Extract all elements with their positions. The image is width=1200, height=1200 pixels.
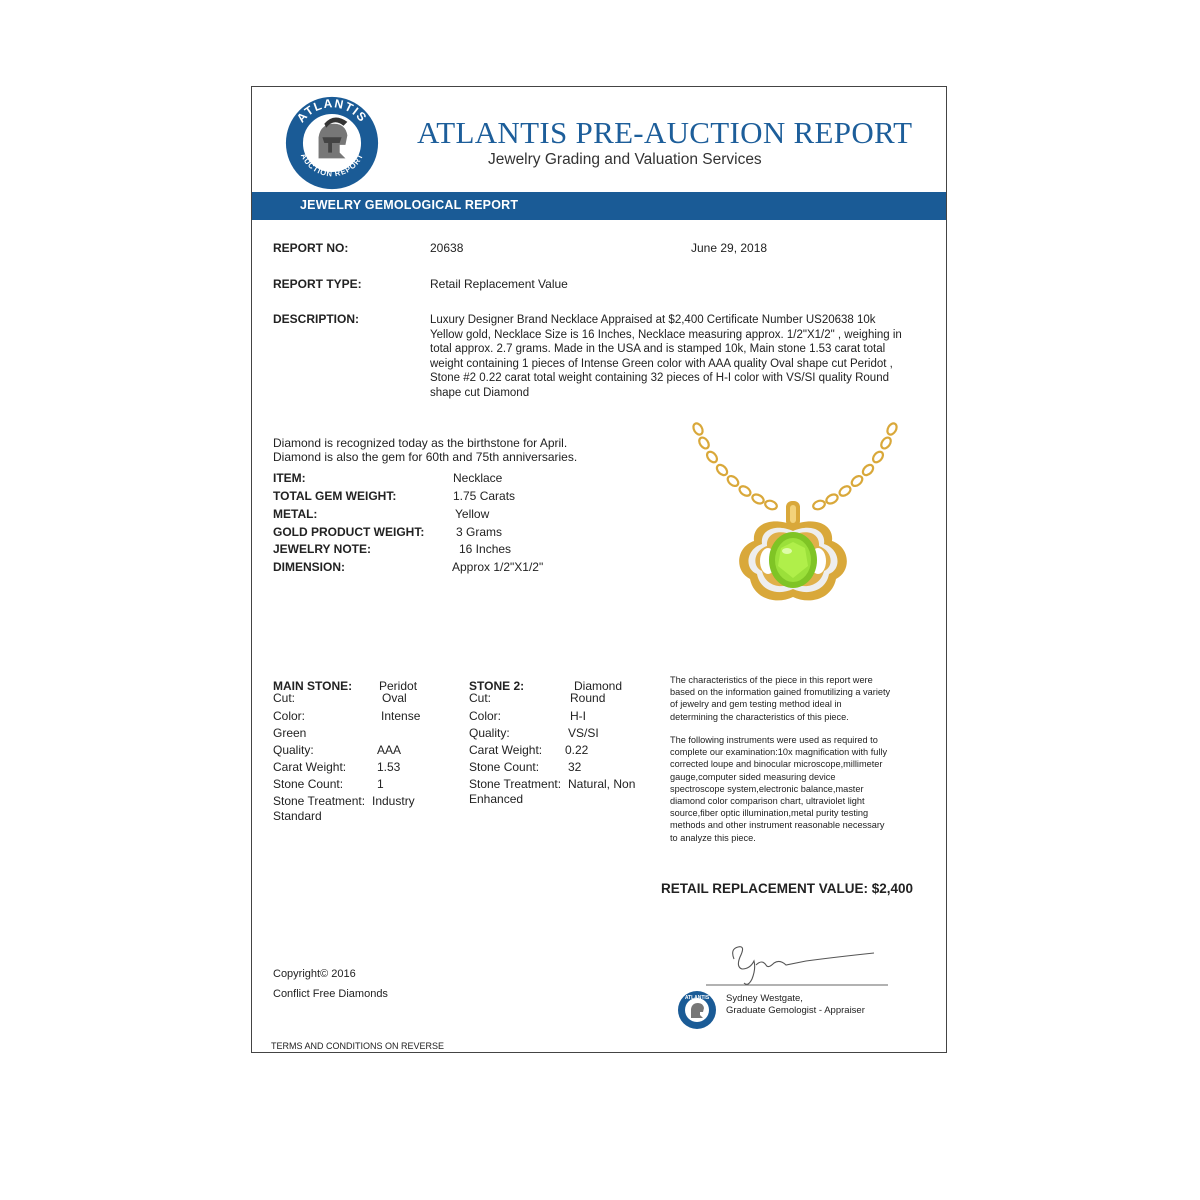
spec-label: JEWELRY NOTE: [273, 542, 372, 556]
notes-line: determining the characteristics of this piece. [670, 711, 849, 722]
section-bar-label: JEWELRY GEMOLOGICAL REPORT [300, 198, 519, 212]
main-stone-count: 1 [377, 777, 384, 791]
stone2-color: H-I [570, 709, 586, 723]
notes-line: spectroscope system,electronic balance,master [670, 783, 864, 794]
stone2-cut-label: Cut: [469, 691, 492, 705]
notes-line: The characteristics of the piece in this report were [670, 675, 873, 685]
spec-label: TOTAL GEM WEIGHT: [273, 489, 397, 503]
notes-line: based on the information gained fromutilizing a variety [670, 687, 891, 698]
signature [706, 939, 890, 993]
stone2-name: Diamond [574, 679, 623, 693]
signer-title: Graduate Gemologist - Appraiser [726, 1005, 865, 1016]
stone2-quality: VS/SI [568, 726, 599, 740]
notes-line: complete our examination:10x magnification with fully [670, 747, 888, 758]
report-type-value: Retail Replacement Value [430, 277, 568, 291]
spec-label: ITEM: [273, 471, 306, 485]
notes-line: source,fiber optic illumination,metal purity testing [670, 808, 869, 819]
logo-top-text: ATLANTIS [293, 96, 371, 126]
spec-value: 16 Inches [459, 542, 512, 556]
main-stone-weight-label: Carat Weight: [273, 760, 347, 774]
svg-text:AUCTION REPORT [299, 152, 365, 179]
stone2-heading: STONE 2: [469, 679, 525, 693]
notes-line: of jewelry and gem testing method ideal in [670, 699, 842, 710]
spec-label: GOLD PRODUCT WEIGHT: [273, 525, 425, 539]
main-stone-treatment-label: Stone Treatment: [273, 794, 366, 808]
stone2-treatment-label: Stone Treatment: [469, 777, 562, 791]
main-stone-cut: Oval [382, 691, 407, 705]
stone2-weight-label: Carat Weight: [469, 743, 543, 757]
section-bar [252, 192, 946, 220]
notes-paragraph-2 [670, 734, 930, 844]
svg-text:ATLANTIS [294, 96, 370, 125]
stone2-count-label: Stone Count: [469, 760, 540, 774]
stone2-treatment-cont: Enhanced [469, 792, 524, 806]
logo-ring-text [284, 95, 380, 191]
spec-value: Approx 1/2"X1/2" [452, 560, 544, 574]
notes-line: to analyze this piece. [670, 832, 756, 843]
notes-line: The following instruments were used as required to [670, 735, 878, 745]
report-sheet [251, 86, 947, 1053]
main-stone-quality: AAA [377, 743, 402, 757]
notes-line: gauge,computer sided measuring device [670, 771, 836, 782]
atlantis-seal [677, 990, 717, 1030]
terms-note: TERMS AND CONDITIONS ON REVERSE [271, 1041, 445, 1051]
main-stone-treatment-cont: Standard [273, 809, 322, 823]
stone2-treatment: Natural, Non [568, 777, 636, 791]
stone2-weight: 0.22 [565, 743, 589, 757]
main-stone-name: Peridot [379, 679, 418, 693]
description-value: Luxury Designer Brand Necklace Appraised at $2,400 Certificate Number US20638 10k Yellow gold, Necklace Size is 16 Inches, Necklace measuring approx. 1/2"X1/2" , weighing in total approx. 2.7 grams. Made in the USA and is stamped 10k, Main stone 1.53 carat total weight containing 1 pieces of Intense Green color with AAA quality Oval shape cut Peridot , Stone #2 0.22 carat total weight containing 32 pieces of H-I color with VS/SI quality Round shape cut Diamond [430, 314, 902, 399]
seal-text: ATLANTIS [684, 995, 710, 1001]
report-no-value: 20638 [430, 241, 464, 255]
necklace-image [690, 421, 900, 617]
main-stone-color-label: Color: [273, 709, 306, 723]
copyright: Copyright© 2016 [273, 968, 356, 980]
signer-name: Sydney Westgate, [726, 993, 803, 1004]
report-no-label: REPORT NO: [273, 241, 349, 255]
description-label: DESCRIPTION: [273, 312, 360, 326]
notes-line: methods and other instrument reasonable necessary [670, 820, 885, 831]
notes-line: corrected loupe and binocular microscope,millimeter [670, 759, 883, 770]
retail-replacement-value: RETAIL REPLACEMENT VALUE: $2,400 [661, 881, 914, 896]
stone2-color-label: Color: [469, 709, 502, 723]
spec-label: METAL: [273, 507, 318, 521]
stone2-cut: Round [570, 691, 606, 705]
report-date: June 29, 2018 [691, 241, 768, 255]
notes-line: diamond color comparison chart, ultraviolet light [670, 796, 865, 807]
conflict-free: Conflict Free Diamonds [273, 988, 388, 1000]
main-stone-weight: 1.53 [377, 760, 401, 774]
spec-value: 3 Grams [456, 525, 503, 539]
main-stone-quality-label: Quality: [273, 743, 314, 757]
report-subtitle: Jewelry Grading and Valuation Services [488, 151, 762, 168]
spec-value: Yellow [455, 507, 490, 521]
main-stone-count-label: Stone Count: [273, 777, 344, 791]
main-stone-heading: MAIN STONE: [273, 679, 353, 693]
main-stone-color-cont: Green [273, 726, 307, 740]
stone2-count: 32 [568, 760, 582, 774]
notes-paragraph-1 [670, 674, 930, 723]
main-stone-color: Intense [381, 709, 421, 723]
main-stone-cut-label: Cut: [273, 691, 296, 705]
stone2-quality-label: Quality: [469, 726, 510, 740]
report-type-label: REPORT TYPE: [273, 277, 362, 291]
main-stone-treatment: Industry [372, 794, 415, 808]
spec-value: 1.75 Carats [453, 489, 516, 503]
spec-value: Necklace [453, 471, 503, 485]
birthstone-line-1: Diamond is recognized today as the birthstone for April. [273, 436, 568, 450]
report-title: ATLANTIS PRE-AUCTION REPORT [417, 115, 913, 150]
spec-label: DIMENSION: [273, 560, 345, 574]
logo-bottom-text: AUCTION REPORT [298, 151, 366, 179]
birthstone-line-2: Diamond is also the gem for 60th and 75th anniversaries. [273, 450, 578, 464]
